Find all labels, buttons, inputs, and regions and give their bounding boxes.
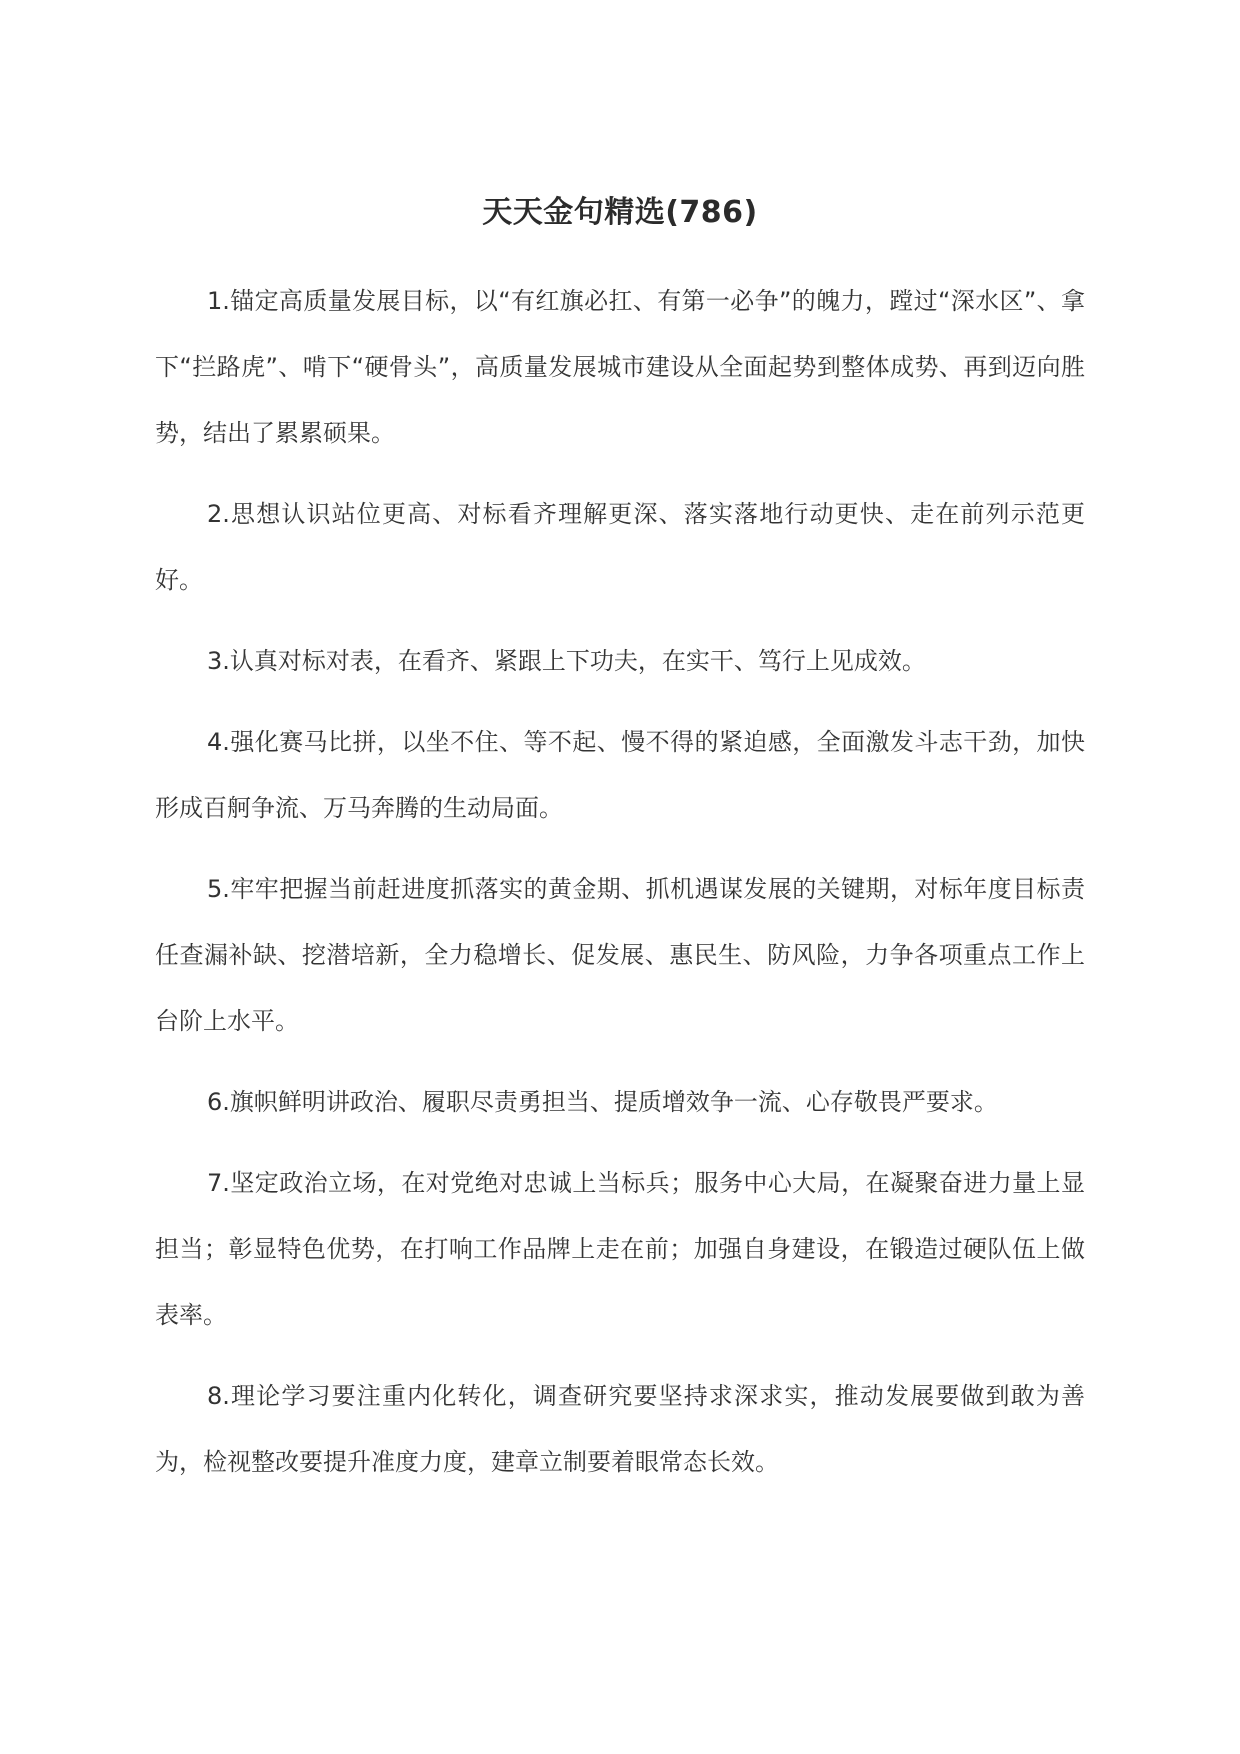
paragraph-2: 2.思想认识站位更高、对标看齐理解更深、落实落地行动更快、走在前列示范更好。 xyxy=(155,500,1085,594)
paragraph-8: 8.理论学习要注重内化转化，调查研究要坚持求深求实，推动发展要做到敢为善为，检视整改要提升准度力度，建章立制要着眼常态长效。 xyxy=(155,1382,1085,1476)
paragraph-3: 3.认真对标对表，在看齐、紧跟上下功夫，在实干、笃行上见成效。 xyxy=(207,647,926,675)
paragraph-7: 7.坚定政治立场，在对党绝对忠诚上当标兵；服务中心大局，在凝聚奋进力量上显担当；彰显特色优势，在打响工作品牌上走在前；加强自身建设，在锻造过硬队伍上做表率。 xyxy=(155,1169,1085,1329)
document-title: 天天金句精选(786) xyxy=(482,195,758,230)
document-body xyxy=(155,268,1085,1510)
paragraph-6: 6.旗帜鲜明讲政治、履职尽责勇担当、提质增效争一流、心存敬畏严要求。 xyxy=(207,1088,998,1116)
paragraph-4: 4.强化赛马比拼，以坐不住、等不起、慢不得的紧迫感，全面激发斗志干劲，加快形成百舸争流、万马奔腾的生动局面。 xyxy=(155,728,1085,822)
paragraph-1: 1.锚定高质量发展目标，以“有红旗必扛、有第一必争”的魄力，蹚过“深水区”、拿下“拦路虎”、啃下“硬骨头”，高质量发展城市建设从全面起势到整体成势、再到迈向胜势，结出了累累硕果。 xyxy=(155,287,1085,447)
paragraph-5: 5.牢牢把握当前赶进度抓落实的黄金期、抓机遇谋发展的关键期，对标年度目标责任查漏补缺、挖潜培新，全力稳增长、促发展、惠民生、防风险，力争各项重点工作上台阶上水平。 xyxy=(155,875,1085,1035)
